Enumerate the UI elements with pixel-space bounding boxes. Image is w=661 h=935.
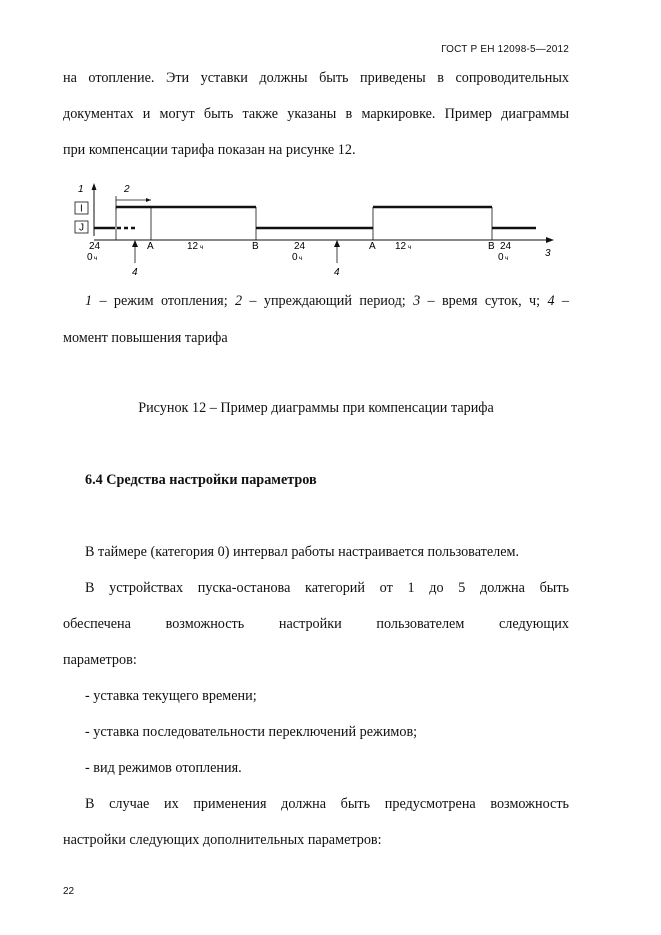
- tick-24-c: 24: [500, 241, 512, 252]
- intro-line-3: при компенсации тарифа показан на рисунке 12.: [63, 142, 356, 158]
- y-axis-arrow-icon: [92, 183, 97, 190]
- legend-text-4: –: [554, 293, 569, 309]
- figure-legend-line-2: момент повышения тарифа: [63, 330, 228, 346]
- body-p1: В таймере (категория 0) интервал работы настраивается пользователем.: [85, 544, 520, 560]
- callout-2-label: 2: [124, 184, 130, 195]
- intro-line-1: на отопление. Эти уставки должны быть приведены в сопроводительных: [63, 70, 569, 86]
- legend-text-1: – режим отопления;: [92, 293, 235, 309]
- tick-12-unit-a: ч: [200, 244, 204, 251]
- callout-3-label: 3: [545, 248, 551, 259]
- tick-12-a: 12: [187, 241, 199, 252]
- tick-0-b: 0: [292, 252, 298, 263]
- legend-text-3: – время суток, ч;: [420, 293, 548, 309]
- tariff-arrow-2-icon: [334, 240, 340, 247]
- tick-unit-b: ч: [299, 255, 303, 262]
- mode-I-label: I: [80, 203, 83, 215]
- tariff-arrow-1-icon: [132, 240, 138, 247]
- callout-4a-label: 4: [132, 267, 138, 278]
- figure-caption: Рисунок 12 – Пример диаграммы при компенсации тарифа: [138, 400, 494, 416]
- tick-12-b: 12: [395, 241, 407, 252]
- legend-num-4: 4: [547, 293, 555, 309]
- tick-24-b: 24: [294, 241, 306, 252]
- figure-legend-line-1: [63, 292, 569, 310]
- list-item-1: - уставка текущего времени;: [85, 688, 257, 704]
- list-item-3: - вид режимов отопления.: [85, 760, 242, 776]
- point-A-1: A: [147, 241, 154, 252]
- legend-num-1: 1: [85, 293, 93, 309]
- tick-0-a: 0: [87, 252, 93, 263]
- body-p2-line-1: В устройствах пуска-останова категорий от 1 до 5 должна быть: [85, 580, 569, 596]
- tick-unit-c: ч: [505, 255, 509, 262]
- point-B-1: B: [252, 241, 259, 252]
- body-p3-line-1: В случае их применения должна быть предусмотрена возможность: [85, 796, 569, 812]
- tick-24-a: 24: [89, 241, 101, 252]
- document-code-header: ГОСТ Р ЕН 12098-5—2012: [441, 44, 569, 55]
- section-title: 6.4 Средства настройки параметров: [85, 472, 317, 488]
- body-p2-line-2: обеспечена возможность настройки пользователем следующих: [63, 616, 569, 632]
- mode-J-label: J: [79, 222, 84, 234]
- legend-num-2: 2: [234, 293, 243, 309]
- period-arrow-icon: [146, 198, 151, 202]
- tick-12-unit-b: ч: [408, 244, 412, 251]
- tick-unit-a: ч: [94, 255, 98, 262]
- tick-0-c: 0: [498, 252, 504, 263]
- legend-num-3: 3: [413, 293, 421, 309]
- list-item-2: - уставка последовательности переключений режимов;: [85, 724, 418, 740]
- tariff-compensation-diagram: [60, 180, 570, 285]
- time-axis-arrow-icon: [546, 237, 554, 243]
- intro-line-2: документах и могут быть также указаны в маркировке. Пример диаграммы: [63, 106, 569, 122]
- legend-text-2: – упреждающий период;: [242, 293, 414, 309]
- callout-4b-label: 4: [334, 267, 340, 278]
- body-p2-line-3: параметров:: [63, 652, 137, 668]
- point-A-2: A: [369, 241, 376, 252]
- body-p3-line-2: настройки следующих дополнительных параметров:: [63, 832, 382, 848]
- callout-1-label: 1: [78, 184, 84, 195]
- page-number: 22: [63, 886, 75, 897]
- point-B-2: B: [488, 241, 495, 252]
